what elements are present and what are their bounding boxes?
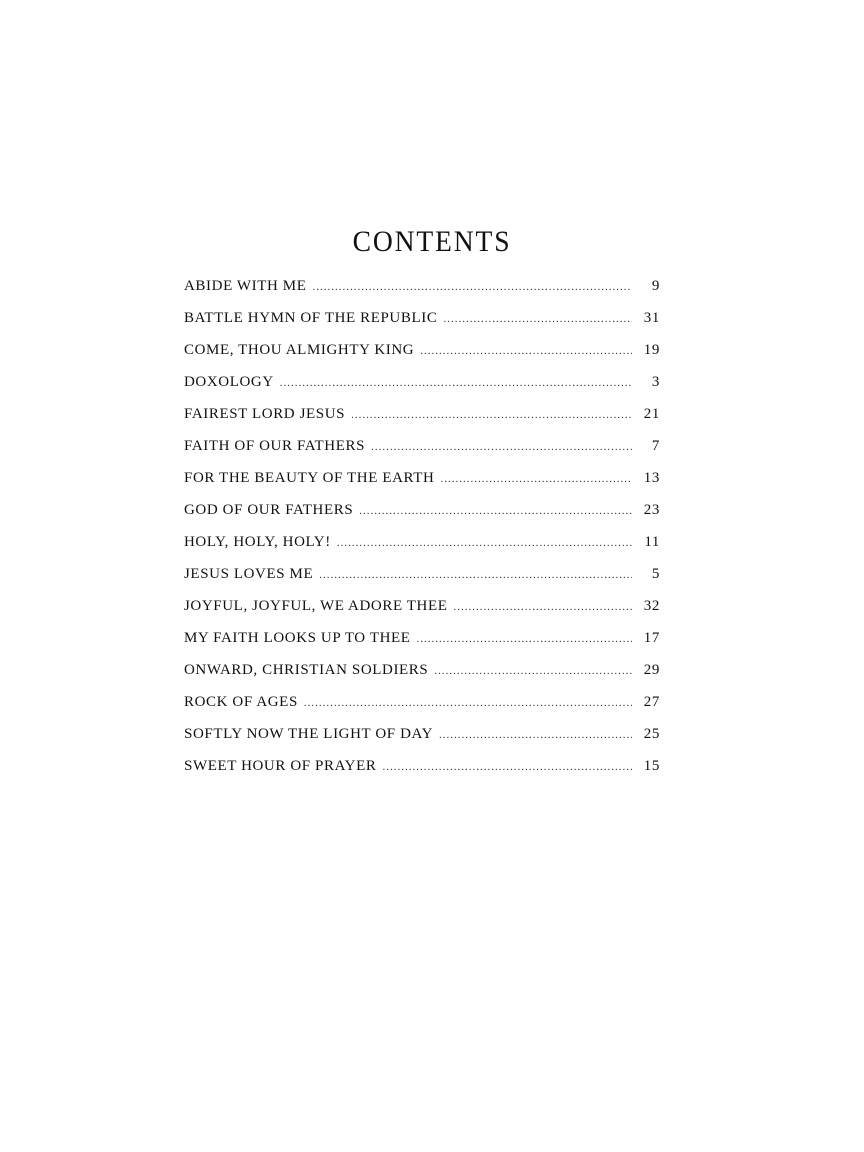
toc-entry <box>184 270 660 302</box>
toc-entry <box>184 654 660 686</box>
toc-entry-page: 32 <box>643 598 660 614</box>
toc-entry-page: 13 <box>643 470 660 486</box>
toc-entry-title: GOD OF OUR FATHERS <box>184 502 354 518</box>
toc-entry-title: ABIDE WITH ME <box>184 278 307 294</box>
toc-entry-page: 17 <box>643 630 660 646</box>
toc-entry-page: 29 <box>643 662 660 678</box>
toc-entry <box>184 622 660 654</box>
toc-entry-title: JOYFUL, JOYFUL, WE ADORE THEE <box>184 598 448 614</box>
dot-leader <box>439 719 632 751</box>
dot-leader <box>319 559 632 591</box>
toc-entry-page: 23 <box>643 502 660 518</box>
toc-entry-page: 9 <box>651 278 660 294</box>
dot-leader <box>313 271 632 303</box>
toc-entry-page: 27 <box>643 694 660 710</box>
dot-leader <box>434 655 632 687</box>
toc-entry-page: 19 <box>643 342 660 358</box>
toc-entry-title: JESUS LOVES ME <box>184 566 314 582</box>
dot-leader <box>420 335 632 367</box>
toc-entry-page: 5 <box>651 566 660 582</box>
toc-entry-title: BATTLE HYMN OF THE REPUBLIC <box>184 310 438 326</box>
toc-entry-page: 25 <box>643 726 660 742</box>
toc-entry <box>184 334 660 366</box>
toc-entry <box>184 430 660 462</box>
toc-entry-page: 15 <box>643 758 660 774</box>
toc-entry-title: FAIREST LORD JESUS <box>184 406 346 422</box>
toc-entry-title: ONWARD, CHRISTIAN SOLDIERS <box>184 662 429 678</box>
dot-leader <box>337 527 632 559</box>
toc-entry-title: SWEET HOUR OF PRAYER <box>184 758 377 774</box>
dot-leader <box>454 591 632 623</box>
toc-entry-page: 31 <box>643 310 660 326</box>
dot-leader <box>443 303 632 335</box>
toc-entry <box>184 398 660 430</box>
toc-entry <box>184 718 660 750</box>
toc-entry <box>184 494 660 526</box>
toc-entry <box>184 526 660 558</box>
dot-leader <box>382 751 632 783</box>
toc-entry-page: 21 <box>643 406 660 422</box>
toc-entry-title: HOLY, HOLY, HOLY! <box>184 534 331 550</box>
dot-leader <box>359 495 632 527</box>
toc-entry <box>184 686 660 718</box>
toc-entry-page: 7 <box>651 438 660 454</box>
toc-entry <box>184 366 660 398</box>
dot-leader <box>417 623 632 655</box>
toc-entry-title: FAITH OF OUR FATHERS <box>184 438 366 454</box>
toc-entry <box>184 558 660 590</box>
toc-entry <box>184 462 660 494</box>
toc-entry-title: COME, THOU ALMIGHTY KING <box>184 342 415 358</box>
dot-leader <box>371 431 632 463</box>
toc-entry-title: ROCK OF AGES <box>184 694 298 710</box>
toc-entry <box>184 302 660 334</box>
toc-entry-title: MY FAITH LOOKS UP TO THEE <box>184 630 411 646</box>
dot-leader <box>280 367 632 399</box>
toc-entry-page: 11 <box>644 534 660 550</box>
dot-leader <box>440 463 632 495</box>
toc-entry <box>184 590 660 622</box>
toc-entry-page: 3 <box>651 374 660 390</box>
dot-leader <box>351 399 632 431</box>
toc-entry-title: DOXOLOGY <box>184 374 274 390</box>
table-of-contents <box>184 270 660 782</box>
page-title: CONTENTS <box>352 225 512 258</box>
toc-entry-title: FOR THE BEAUTY OF THE EARTH <box>184 470 435 486</box>
dot-leader <box>304 687 632 719</box>
toc-entry <box>184 750 660 782</box>
toc-entry-title: SOFTLY NOW THE LIGHT OF DAY <box>184 726 434 742</box>
